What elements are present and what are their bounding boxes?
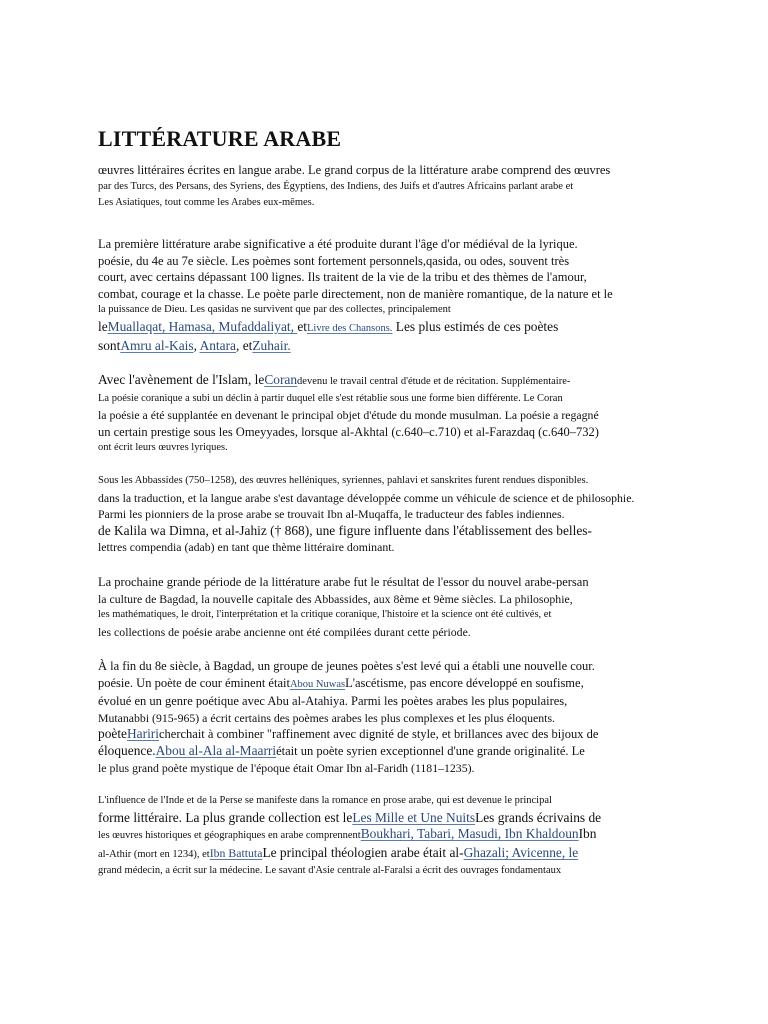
- hyperlink[interactable]: Muallaqat, Hamasa, Mufaddaliyat,: [107, 318, 298, 334]
- text-span: La prochaine grande période de la littérature arabe fut le résultat de l'essor du nouvel arabe-persan: [98, 575, 589, 589]
- text-span: combat, courage et la chasse. Le poète parle directement, non de manière romantique, de la nature et le: [98, 286, 613, 301]
- text-line: [98, 826, 698, 845]
- text-span: court, avec certains dépassant 100 lignes. Ils traitent de la vie de la tribu et des thèmes de l'amour,: [98, 270, 587, 285]
- text-line: [98, 319, 698, 338]
- text-span: la puissance de Dieu. Les qasidas ne survivent que par des collectes, principalement: [98, 304, 451, 316]
- text-line: [98, 269, 698, 286]
- hyperlink[interactable]: Ibn Battuta: [209, 845, 263, 860]
- text-line: [98, 236, 698, 253]
- text-line: [98, 195, 698, 212]
- hyperlink[interactable]: Les Mille et Une Nuits: [352, 809, 476, 825]
- hyperlink[interactable]: Hariri: [127, 726, 159, 742]
- text-line: [98, 607, 698, 624]
- text-span: poésie. Un poète de cour éminent était: [98, 675, 290, 690]
- text-span: Parmi les pionniers de la prose arabe se trouvait Ibn al-Muqaffa, le traducteur des fables indiennes.: [98, 507, 565, 522]
- text-span: les collections de poésie arabe ancienne ont été compilées durant cette période.: [98, 624, 471, 639]
- paragraph-4: [98, 473, 698, 556]
- text-line: [98, 253, 698, 270]
- text-span: Les Asiatiques, tout comme les Arabes eux-mêmes.: [98, 197, 315, 209]
- text-span: était un poète syrien exceptionnel d'une grande originalité. Le: [276, 743, 585, 758]
- paragraph-3: [98, 372, 698, 457]
- text-line: [98, 162, 698, 179]
- text-line: [98, 810, 698, 827]
- text-span: Le principal théologien arabe était al-: [262, 844, 464, 860]
- text-span: Ibn: [578, 826, 597, 842]
- text-line: [98, 179, 698, 196]
- text-span: ont écrit leurs œuvres lyriques.: [98, 442, 228, 454]
- text-line: [98, 490, 698, 507]
- text-span: Les grands écrivains de: [475, 809, 602, 825]
- text-span: ,: [193, 337, 200, 353]
- text-span: , et: [236, 337, 253, 353]
- text-line: [98, 624, 698, 641]
- text-line: [98, 726, 698, 743]
- text-span: forme littéraire. La plus grande collection est le: [98, 809, 353, 825]
- text-span: al-Athir (mort en 1234), et: [98, 848, 210, 860]
- text-span: le: [98, 318, 108, 334]
- text-line: [98, 591, 698, 608]
- text-line: [98, 793, 698, 810]
- text-span: de Kalila wa Dimna, et al-Jahiz († 868), une figure influente dans l'établissement des belles-: [98, 522, 592, 538]
- text-span: les mathématiques, le droit, l'interprétation et la critique coranique, l'histoire et la science ont été cultivés, et: [98, 609, 552, 621]
- text-span: cherchait à combiner "raffinement avec dignité de style, et brillances avec des bijoux de: [158, 727, 599, 742]
- paragraph-7: [98, 793, 698, 880]
- text-span: sont: [98, 337, 121, 353]
- text-line: [98, 693, 698, 710]
- text-span: Les plus estimés de ces poètes: [392, 318, 559, 334]
- text-span: lettres compendia (adab) en tant que thème littéraire dominant.: [98, 540, 395, 555]
- text-line: [98, 658, 698, 675]
- text-line: [98, 391, 698, 408]
- hyperlink[interactable]: Coran: [264, 372, 298, 387]
- text-line: [98, 675, 698, 694]
- text-span: L'influence de l'Inde et de la Perse se manifeste dans la romance en prose arabe, qui est devenue le principal: [98, 795, 552, 806]
- paragraph-1: [98, 162, 698, 212]
- text-line: [98, 574, 698, 591]
- hyperlink[interactable]: Boukhari, Tabari, Masudi, Ibn Khaldoun: [360, 826, 579, 842]
- text-line: [98, 338, 698, 355]
- page-title: LITTÉRATURE ARABE: [98, 126, 342, 151]
- text-line: [98, 539, 698, 556]
- text-span: Mutanabbi (915-965) a écrit certains des poèmes arabes les plus complexes et les plus éloquents.: [98, 710, 555, 725]
- text-line: [98, 743, 698, 760]
- hyperlink[interactable]: Ghazali; Avicenne, le: [463, 844, 579, 860]
- text-line: [98, 424, 698, 441]
- text-span: poésie, du 4e au 7e siècle. Les poèmes sont fortement personnels,qasida, ou odes, souvent très: [98, 253, 570, 268]
- hyperlink[interactable]: Antara: [199, 337, 236, 353]
- text-span: œuvres littéraires écrites en langue arabe. Le grand corpus de la littérature arabe comprend des œuvres: [98, 163, 611, 177]
- text-span: Avec l'avènement de l'Islam, le: [98, 372, 265, 387]
- text-line: [98, 286, 698, 303]
- text-span: La poésie coranique a subi un déclin à partir duquel elle s'est rétablie sous une forme bien différente. Le Coran: [98, 392, 563, 404]
- text-span: L'ascétisme, pas encore développé en soufisme,: [345, 675, 584, 690]
- text-span: À la fin du 8e siècle, à Bagdad, un groupe de jeunes poètes s'est levé qui a établi une nouvelle cour.: [98, 659, 595, 673]
- hyperlink[interactable]: Abou Nuwas: [289, 678, 346, 690]
- hyperlink[interactable]: Abou al-Ala al-Maarri: [155, 742, 277, 758]
- paragraph-6: [98, 658, 698, 776]
- text-span: évolué en un genre poétique avec Abu al-Atahiya. Parmi les poètes arabes les plus populaires,: [98, 694, 568, 709]
- text-span: la poésie a été supplantée en devenant le principal objet d'étude du monde musulman. La poésie a regagné: [98, 408, 599, 423]
- text-line: [98, 760, 698, 777]
- text-line: [98, 440, 698, 457]
- text-span: poète: [98, 726, 127, 742]
- text-span: Sous les Abbassides (750–1258), des œuvres helléniques, syriennes, pahlavi et sanskrites furent rendues disponibles.: [98, 475, 589, 486]
- text-span: devenu le travail central d'étude et de récitation. Supplémentaire-: [297, 376, 571, 387]
- text-line: [98, 506, 698, 523]
- text-line: [98, 845, 698, 864]
- text-span: un certain prestige sous les Omeyyades, lorsque al-Akhtal (c.640–c.710) et al-Farazdaq (c.640–732): [98, 424, 599, 439]
- text-line: [98, 473, 698, 490]
- text-span: et: [297, 318, 307, 334]
- text-line: [98, 302, 698, 319]
- hyperlink[interactable]: Livre des Chansons.: [306, 322, 393, 334]
- paragraph-2: [98, 236, 698, 354]
- text-line: [98, 523, 698, 540]
- text-line: [98, 710, 698, 727]
- paragraph-5: [98, 574, 698, 640]
- text-line: [98, 407, 698, 424]
- text-span: La première littérature arabe significative a été produite durant l'âge d'or médiéval de la lyrique.: [98, 237, 578, 251]
- text-span: éloquence.: [98, 742, 156, 758]
- text-span: par des Turcs, des Persans, des Syriens, des Égyptiens, des Indiens, des Juifs et d'autres Africains parlant arabe et: [98, 180, 574, 192]
- text-span: dans la traduction, et la langue arabe s'est davantage développée comme un véhicule de science et de philosophie.: [98, 490, 635, 505]
- text-line: [98, 863, 698, 880]
- text-line: [98, 372, 698, 391]
- hyperlink[interactable]: Zuhair.: [252, 337, 291, 353]
- text-span: le plus grand poète mystique de l'époque était Omar Ibn al-Faridh (1181–1235).: [98, 760, 475, 775]
- text-span: grand médecin, a écrit sur la médecine. Le savant d'Asie centrale al-Faralsi a écrit des ouvrages fondamentaux: [98, 865, 562, 877]
- text-span: les œuvres historiques et géographiques en arabe comprennent: [98, 830, 361, 842]
- hyperlink[interactable]: Amru al-Kais: [120, 337, 194, 353]
- text-span: la culture de Bagdad, la nouvelle capitale des Abbassides, aux 8ème et 9ème siècles. La philosophie,: [98, 591, 573, 606]
